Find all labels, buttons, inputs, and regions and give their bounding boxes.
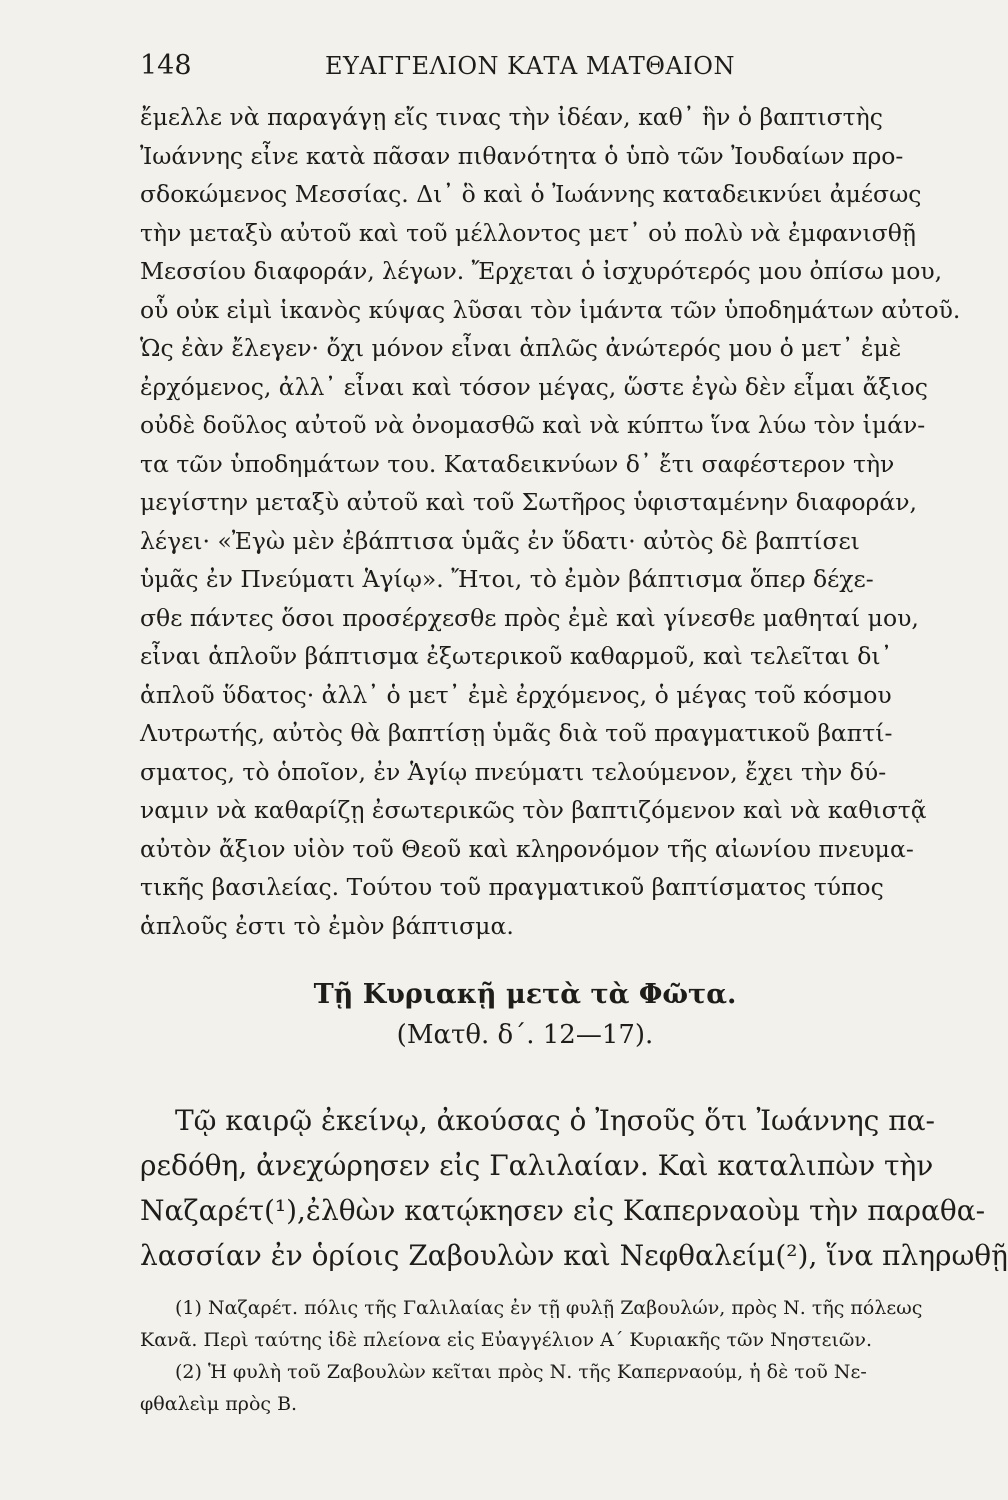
text-line: αὐτὸν ἄξιον υἱὸν τοῦ Θεοῦ καὶ κληρονόμον τῆς αἰωνίου πνευμα-: [140, 834, 914, 863]
footnote-line: (2) Ἡ φυλὴ τοῦ Ζαβουλὼν κεῖται πρὸς Ν. τῆς Καπερναούμ, ἡ δὲ τοῦ Νε-: [175, 1361, 867, 1383]
text-line: εἶναι ἁπλοῦν βάπτισμα ἐξωτερικοῦ καθαρμοῦ, καὶ τελεῖται δι᾿: [140, 642, 893, 670]
gospel-passage: [140, 1098, 1008, 1278]
text-line: Ὡς ἐὰν ἔλεγεν· ὄχι μόνον εἶναι ἁπλῶς ἀνώτερός μου ὁ μετ᾿ ἐμὲ: [140, 334, 902, 362]
text-line: οὗ οὐκ εἰμὶ ἱκανὸς κύψας λῦσαι τὸν ἱμάντα τῶν ὑποδημάτων αὐτοῦ.: [140, 295, 961, 324]
gospel-line: λασσίαν ἐν ὁρίοις Ζαβουλὼν καὶ Νεφθαλείμ(²), ἵνα πληρωθῇ: [140, 1239, 1008, 1272]
text-line: ἔμελλε νὰ παραγάγῃ εἴς τινας τὴν ἰδέαν, καθ᾿ ἣν ὁ βαπτιστὴς: [140, 103, 883, 131]
commentary-paragraph: [140, 98, 961, 945]
running-title: ΕΥΑΓΓΕΛΙΟΝ ΚΑΤΑ ΜΑΤΘΑΙΟΝ: [325, 52, 735, 80]
gospel-line: Τῷ καιρῷ ἐκείνῳ, ἀκούσας ὁ Ἰησοῦς ὅτι Ἰωάννης πα-: [175, 1104, 935, 1137]
text-line: ἐρχόμενος, ἀλλ᾿ εἶναι καὶ τόσον μέγας, ὥστε ἐγὼ δὲν εἶμαι ἄξιος: [140, 372, 928, 401]
section-title: Τῇ Κυριακῇ μετὰ τὰ Φῶτα.: [313, 979, 737, 1010]
text-line: σδοκώμενος Μεσσίας. Δι᾿ ὃ καὶ ὁ Ἰωάννης καταδεικνύει ἀμέσως: [140, 180, 922, 208]
text-line: μεγίστην μεταξὺ αὐτοῦ καὶ τοῦ Σωτῆρος ὑφισταμένην διαφοράν,: [140, 488, 917, 516]
text-line: ὑμᾶς ἐν Πνεύματι Ἁγίῳ». Ἤτοι, τὸ ἐμὸν βάπτισμα ὅπερ δέχε-: [140, 565, 874, 593]
text-line: τικῆς βασιλείας. Τούτου τοῦ πραγματικοῦ βαπτίσματος τύπος: [140, 873, 884, 901]
text-line: Μεσσίου διαφοράν, λέγων. Ἔρχεται ὁ ἰσχυρότερός μου ὀπίσω μου,: [140, 257, 943, 285]
text-line: σθε πάντες ὅσοι προσέρχεσθε πρὸς ἐμὲ καὶ γίνεσθε μαθηταί μου,: [140, 603, 919, 632]
text-line: ἁπλοῦς ἐστι τὸ ἐμὸν βάπτισμα.: [140, 911, 514, 940]
page-number: 148: [140, 50, 192, 81]
page-header: [140, 50, 910, 90]
text-line: τὴν μεταξὺ αὐτοῦ καὶ τοῦ μέλλοντος μετ᾿ οὐ πολὺ νὰ ἐμφανισθῇ: [140, 218, 916, 247]
section-heading: [140, 975, 910, 1055]
gospel-line: Ναζαρέτ(¹),ἐλθὼν κατῴκησεν εἰς Καπερναοὺμ τὴν παραθα-: [140, 1194, 986, 1227]
scripture-reference: (Ματθ. δ΄. 12—17).: [396, 1020, 654, 1050]
text-line: Ἰωάννης εἶνε κατὰ πᾶσαν πιθανότητα ὁ ὑπὸ τῶν Ἰουδαίων προ-: [140, 141, 904, 170]
text-line: τα τῶν ὑποδημάτων του. Καταδεικνύων δ᾿ ἔτι σαφέστερον τὴν: [140, 449, 895, 478]
text-line: οὐδὲ δοῦλος αὐτοῦ νὰ ὀνομασθῶ καὶ νὰ κύπτω ἵνα λύω τὸν ἱμάν-: [140, 411, 926, 439]
footnotes: [140, 1292, 923, 1420]
footnote-line: (1) Ναζαρέτ. πόλις τῆς Γαλιλαίας ἐν τῇ φυλῇ Ζαβουλών, πρὸς Ν. τῆς πόλεως: [175, 1297, 923, 1319]
footnote-line: Κανᾶ. Περὶ ταύτης ἰδὲ πλείονα εἰς Εὐαγγέλιον Α΄ Κυριακῆς τῶν Νηστειῶν.: [140, 1329, 872, 1351]
footnote-line: φθαλεὶμ πρὸς Β.: [140, 1393, 298, 1415]
text-line: ναμιν νὰ καθαρίζῃ ἐσωτερικῶς τὸν βαπτιζόμενον καὶ νὰ καθιστᾷ: [140, 796, 927, 824]
text-line: λέγει· «Ἐγὼ μὲν ἐβάπτισα ὑμᾶς ἐν ὕδατι· αὐτὸς δὲ βαπτίσει: [140, 526, 860, 555]
text-line: ἁπλοῦ ὕδατος· ἀλλ᾿ ὁ μετ᾿ ἐμὲ ἐρχόμενος, ὁ μέγας τοῦ κόσμου: [140, 680, 892, 709]
gospel-line: ρεδόθη, ἀνεχώρησεν εἰς Γαλιλαίαν. Καὶ καταλιπὼν τὴν: [140, 1149, 934, 1182]
text-line: σματος, τὸ ὁποῖον, ἐν Ἁγίῳ πνεύματι τελούμενον, ἔχει τὴν δύ-: [140, 757, 887, 786]
text-line: Λυτρωτής, αὐτὸς θὰ βαπτίσῃ ὑμᾶς διὰ τοῦ πραγματικοῦ βαπτί-: [140, 719, 893, 747]
